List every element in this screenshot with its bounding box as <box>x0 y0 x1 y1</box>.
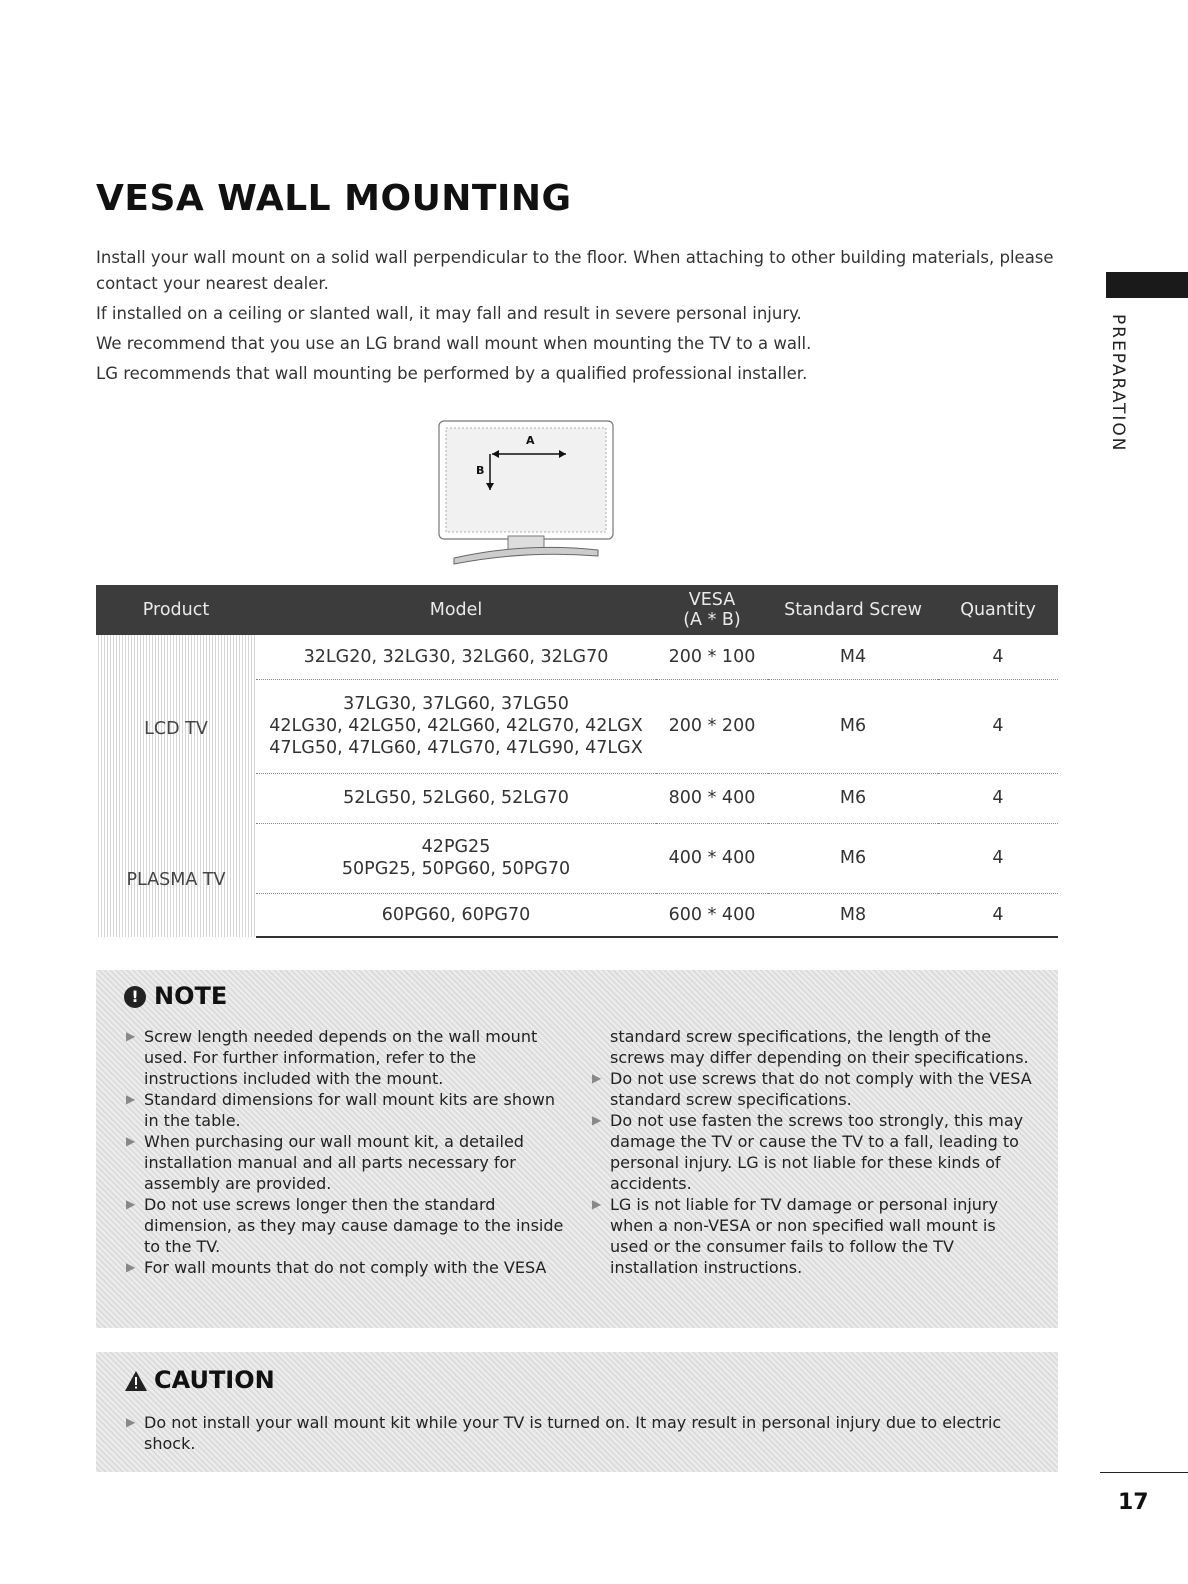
model-line: 42LG30, 42LG50, 42LG60, 42LG70, 42LGX <box>269 716 643 736</box>
note-item: ▶ Do not use screws longer then the standard dimension, as they may cause damage to the inside to the TV. <box>124 1194 569 1257</box>
screw-cell: M8 <box>768 893 938 937</box>
note-title: NOTE <box>154 982 228 1010</box>
vesa-cell: 200 * 100 <box>656 635 768 679</box>
page-title: VESA WALL MOUNTING <box>96 178 572 219</box>
page-number-rule <box>1100 1472 1188 1473</box>
product-cell: LCD TV <box>96 635 256 823</box>
model-cell <box>256 679 656 773</box>
header-model: Model <box>256 585 656 635</box>
note-item: ▶ LG is not liable for TV damage or personal injury when a non-VESA or non specified wall mount is used or the consumer fails to follow the TV installation instructions. <box>590 1194 1035 1278</box>
note-item: ▶ Screw length needed depends on the wall mount used. For further information, refer to the instructions included with the mount. <box>124 1026 569 1089</box>
header-vesa-line1: VESA <box>688 590 736 610</box>
model-line: 50PG25, 50PG60, 50PG70 <box>341 859 571 879</box>
quantity-cell: 4 <box>938 823 1058 893</box>
note-heading <box>124 982 227 1010</box>
intro-paragraph: We recommend that you use an LG brand wall mount when mounting the TV to a wall. <box>96 334 812 353</box>
quantity-cell: 4 <box>938 893 1058 937</box>
intro-paragraph: LG recommends that wall mounting be performed by a qualified professional installer. <box>96 364 808 383</box>
dimension-b-label: B <box>476 464 485 477</box>
note-item: ▶ Do not use screws that do not comply with the VESA standard screw specifications. <box>590 1068 1035 1110</box>
note-item: ▶ Do not use fasten the screws too strongly, this may damage the TV or cause the TV to a fall, leading to personal injury. LG is not liable for these kinds of accidents. <box>590 1110 1035 1194</box>
section-label <box>1108 314 1134 484</box>
model-line: 37LG30, 37LG60, 37LG50 <box>343 694 569 714</box>
table-header-row <box>96 585 1058 635</box>
header-vesa-line2: (A * B) <box>683 610 741 630</box>
header-quantity: Quantity <box>938 585 1058 635</box>
table-row <box>96 823 1058 893</box>
note-box <box>96 970 1058 1328</box>
note-list-right <box>590 1026 1035 1278</box>
screw-cell: M6 <box>768 773 938 823</box>
caution-box <box>96 1352 1058 1472</box>
header-vesa <box>656 585 768 635</box>
model-line: 47LG50, 47LG60, 47LG70, 47LG90, 47LGX <box>269 738 643 758</box>
tv-wall-mount-diagram <box>436 418 616 568</box>
caution-heading <box>124 1366 275 1394</box>
screw-cell: M4 <box>768 635 938 679</box>
model-cell: 52LG50, 52LG60, 52LG70 <box>256 773 656 823</box>
note-item: ▶ Standard dimensions for wall mount kits are shown in the table. <box>124 1089 569 1131</box>
intro-paragraph: If installed on a ceiling or slanted wall, it may fall and result in severe personal injury. <box>96 304 802 323</box>
caution-item: ▶ Do not install your wall mount kit while your TV is turned on. It may result in personal injury due to electric shock. <box>124 1412 1034 1454</box>
warning-triangle-icon <box>124 1370 148 1392</box>
intro-text <box>96 245 1066 391</box>
model-cell: 60PG60, 60PG70 <box>256 893 656 937</box>
quantity-cell: 4 <box>938 635 1058 679</box>
vesa-cell: 800 * 400 <box>656 773 768 823</box>
quantity-cell: 4 <box>938 679 1058 773</box>
note-item-continued: standard screw specifications, the length of the screws may differ depending on their specifications. <box>610 1027 1029 1067</box>
header-screw: Standard Screw <box>768 585 938 635</box>
section-tab-marker <box>1106 272 1188 298</box>
header-product: Product <box>96 585 256 635</box>
note-item: ▶ When purchasing our wall mount kit, a detailed installation manual and all parts necessary for assembly are provided. <box>124 1131 569 1194</box>
model-line: 42PG25 <box>421 837 491 857</box>
page-number: 17 <box>1118 1490 1149 1515</box>
caution-title: CAUTION <box>154 1366 275 1394</box>
vesa-cell: 400 * 400 <box>656 823 768 893</box>
note-list-left <box>124 1026 569 1278</box>
screw-cell: M6 <box>768 679 938 773</box>
vesa-cell: 600 * 400 <box>656 893 768 937</box>
model-cell <box>256 823 656 893</box>
model-cell: 32LG20, 32LG30, 32LG60, 32LG70 <box>256 635 656 679</box>
vesa-cell: 200 * 200 <box>656 679 768 773</box>
section-label-text: PREPARATION <box>1108 314 1128 453</box>
screw-cell: M6 <box>768 823 938 893</box>
quantity-cell: 4 <box>938 773 1058 823</box>
dimension-a-label: A <box>526 434 535 447</box>
vesa-spec-table <box>96 585 1058 938</box>
caution-list <box>124 1412 1034 1454</box>
note-item: ▶ For wall mounts that do not comply with the VESA <box>124 1257 569 1278</box>
exclamation-icon: ! <box>124 986 146 1008</box>
table-row <box>96 635 1058 679</box>
product-cell: PLASMA TV <box>96 823 256 937</box>
intro-paragraph: Install your wall mount on a solid wall perpendicular to the floor. When attaching to other building materials, please contact your nearest dealer. <box>96 248 1054 293</box>
